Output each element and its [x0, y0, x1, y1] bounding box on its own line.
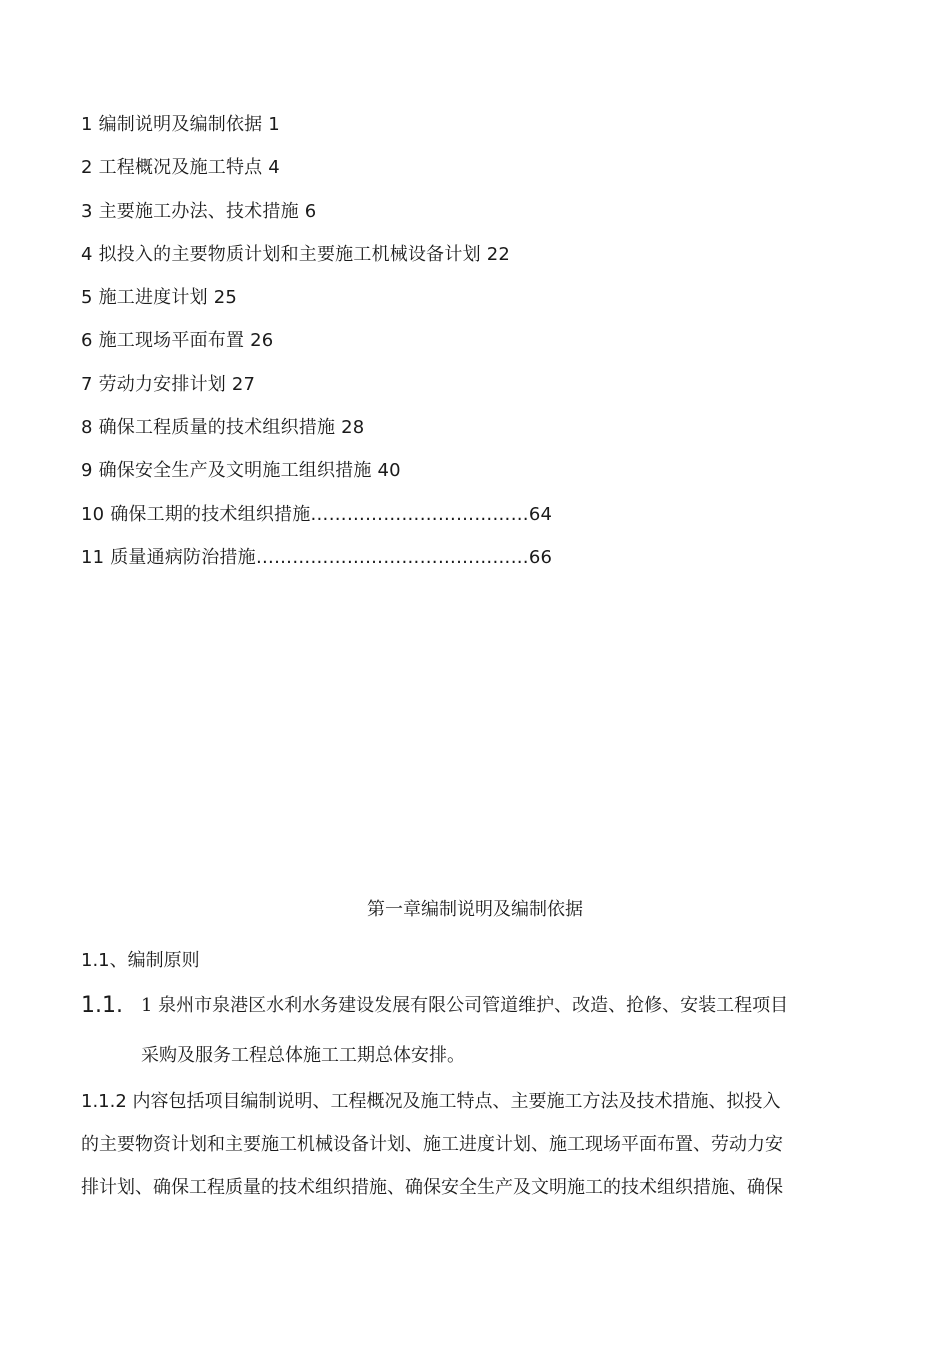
toc-entry: 6 施工现场平面布置 26 [81, 330, 274, 352]
toc-entry: 4 拟投入的主要物质计划和主要施工机械设备计划 22 [81, 243, 510, 265]
subsection-number: 1.1.2 [81, 1091, 127, 1112]
paragraph-line: 的主要物资计划和主要施工机械设备计划、施工进度计划、施工现场平面布置、劳动力安 [81, 1134, 783, 1155]
toc-entry: 5 施工进度计划 25 [81, 287, 237, 309]
toc-entry: 9 确保安全生产及文明施工组织措施 40 [81, 460, 401, 482]
toc-entry: 3 主要施工办法、技术措施 6 [81, 200, 317, 222]
toc-entry: 7 劳动力安排计划 27 [81, 373, 256, 395]
chapter-title: 第一章编制说明及编制依据 [367, 899, 583, 920]
subsection-number: 1.1. [81, 993, 123, 1018]
paragraph-line: 排计划、确保工程质量的技术组织措施、确保安全生产及文明施工的技术组织措施、确保 [81, 1177, 783, 1198]
subsection-1-1-2 [81, 1083, 876, 1212]
toc-entry: 11 质量通病防治措施………………………………………66 [81, 546, 553, 568]
subsection-text-line: 1 泉州市泉港区水利水务建设发展有限公司管道维护、改造、抢修、安装工程项目 [141, 995, 789, 1016]
subsection-text-line: 采购及服务工程总体施工工期总体安排。 [141, 1045, 465, 1066]
toc-entry: 8 确保工程质量的技术组织措施 28 [81, 417, 365, 439]
table-of-contents [81, 108, 781, 584]
toc-entry: 2 工程概况及施工特点 4 [81, 157, 280, 179]
paragraph-text: 内容包括项目编制说明、工程概况及施工特点、主要施工方法及技术措施、拟投入 [126, 1091, 781, 1112]
paragraph-line [81, 1083, 876, 1126]
toc-entry: 10 确保工期的技术组织措施………………………………64 [81, 503, 553, 525]
section-heading: 1.1、编制原则 [81, 950, 200, 971]
toc-entry: 1 编制说明及编制依据 1 [81, 114, 280, 135]
